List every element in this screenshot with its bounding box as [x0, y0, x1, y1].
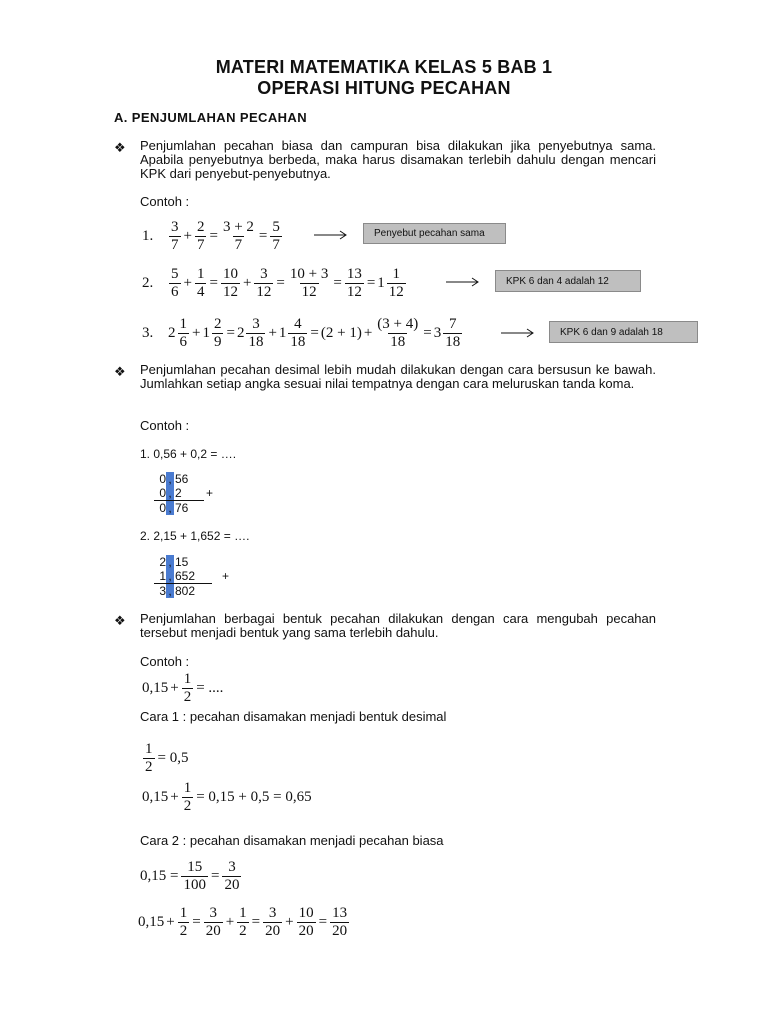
fraction: $\frac{7}{18}$: [445, 315, 461, 350]
example-3-equation: 3. 2 $\frac{1}{6}$ + 1 $\frac{2}{9}$ = 2 $\frac{3}{18}$ + 1 $\frac{4}{18}$ = (2 + 1) + $\frac{(3 + 4)}{18}$ = 3 $\frac{7}{18}$: [142, 315, 461, 350]
stack-row: 0 , 2 +: [159, 486, 214, 500]
column-addition-1: [154, 472, 213, 514]
note-lcm-6-9: KPK 6 dan 9 adalah 18: [549, 321, 698, 343]
cara2-label: Cara 2 : pecahan disamakan menjadi pecahan biasa: [140, 833, 444, 848]
plus-sign: +: [206, 486, 214, 500]
fraction: $\frac{1}{2}$: [183, 670, 192, 705]
fraction: $\frac{1}{2}$: [179, 904, 188, 939]
fraction: $\frac{2}{9}$: [213, 315, 222, 350]
plus-sign: +: [222, 569, 230, 583]
page-title: MATERI MATEMATIKA KELAS 5 BAB 1: [215, 57, 553, 77]
fraction: $\frac{3}{18}$: [248, 315, 264, 350]
fraction: $\frac{1}{12}$: [388, 265, 404, 300]
example-number: 2.: [142, 274, 154, 291]
note-lcm-6-4: KPK 6 dan 4 adalah 12: [495, 270, 641, 292]
stack-row-result: 0 , 76: [154, 500, 204, 514]
fraction: $\frac{(3 + 4)}{18}$: [377, 315, 419, 350]
fraction: $\frac{3}{20}$: [265, 904, 281, 939]
fraction: $\frac{3}{20}$: [205, 904, 221, 939]
fraction: $\frac{5}{6}$: [171, 265, 179, 300]
fraction: $\frac{1}{2}$: [145, 740, 153, 775]
fraction: $\frac{3}{20}$: [224, 858, 240, 893]
stack-row: 0 , 56: [159, 472, 189, 486]
fraction: $\frac{3}{7}$: [171, 218, 179, 253]
fraction: $\frac{5}{7}$: [272, 218, 280, 253]
fraction: $\frac{4}{18}$: [290, 315, 306, 350]
arrow-right-icon: [446, 276, 480, 288]
cara1-label: Cara 1 : pecahan disamakan menjadi bentuk desimal: [140, 709, 447, 724]
fraction: $\frac{10}{12}$: [222, 265, 238, 300]
stack-row: 2 , 15: [159, 555, 189, 569]
contoh-label: Contoh :: [140, 654, 190, 669]
fraction: $\frac{2}{7}$: [196, 218, 205, 253]
fraction: $\frac{1}{6}$: [179, 315, 187, 350]
example-number: 3.: [142, 324, 154, 341]
bullet3-paragraph: Penjumlahan berbagai bentuk pecahan dilakukan dengan cara mengubah pecahan tersebut menjadi bentuk yang sama terlebih dahulu.: [140, 611, 656, 640]
page-subtitle: OPERASI HITUNG PECAHAN: [257, 78, 511, 98]
cara1-equation-2: 0,15 + $\frac{1}{2}$ = 0,15 + 0,5 = 0,65: [142, 779, 312, 814]
fraction: $\frac{3}{12}$: [256, 265, 272, 300]
bullet2-paragraph: Penjumlahan pecahan desimal lebih mudah dilakukan dengan cara bersusun ke bawah. Jumlahkan setiap angka sesuai nilai tempatnya dengan cara meluruskan tanda koma.: [140, 362, 656, 391]
fraction: $\frac{13}{20}$: [332, 904, 348, 939]
decimal-example-2-label: 2. 2,15 + 1,652 = ….: [140, 529, 250, 543]
fraction: $\frac{1}{4}$: [196, 265, 205, 300]
decimal-example-1-label: 1. 0,56 + 0,2 = ….: [140, 447, 237, 461]
note-same-denominator: Penyebut pecahan sama: [363, 223, 506, 244]
fraction: $\frac{3 + 2}{7}$: [222, 218, 254, 253]
cara1-equation-1: $\frac{1}{2}$ = 0,5: [145, 740, 189, 775]
fraction: $\frac{10 + 3}{12}$: [289, 265, 329, 300]
arrow-right-icon: [314, 229, 348, 241]
cara2-equation-2: 0,15 + $\frac{1}{2}$ = $\frac{3}{20}$ + $\frac{1}{2}$ = $\frac{3}{20}$ + $\frac{10}{20}$ = $\frac{13}{20}$: [138, 904, 348, 939]
mixed-problem-equation: 0,15 + $\frac{1}{2}$ = ....: [142, 670, 224, 705]
example-number: 1.: [142, 227, 154, 244]
contoh-label: Contoh :: [140, 418, 190, 433]
stack-row: 1 , 652 +: [159, 569, 230, 583]
fraction: $\frac{13}{12}$: [346, 265, 362, 300]
bullet-icon: ❖: [114, 613, 126, 628]
column-addition-2: [154, 555, 229, 597]
cara2-equation-1: 0,15 = $\frac{15}{100}$ = $\frac{3}{20}$: [140, 858, 240, 893]
fraction: $\frac{15}{100}$: [183, 858, 206, 893]
fraction: $\frac{1}{2}$: [183, 779, 192, 814]
fraction: $\frac{1}{2}$: [239, 904, 247, 939]
section-heading: A. PENJUMLAHAN PECAHAN: [114, 110, 307, 125]
example-2-equation: 2. $\frac{5}{6}$ + $\frac{1}{4}$ = $\frac{10}{12}$ + $\frac{3}{12}$ = $\frac{10 + 3}{12}$ = $\frac{13}{12}$ = 1 $\frac{1}{12}$: [142, 265, 404, 300]
bullet-icon: ❖: [114, 140, 126, 155]
stack-row-result: 3 , 802: [154, 583, 212, 597]
bullet-icon: ❖: [114, 364, 126, 379]
fraction: $\frac{10}{20}$: [298, 904, 314, 939]
contoh-label: Contoh :: [140, 194, 190, 209]
bullet1-paragraph: Penjumlahan pecahan biasa dan campuran bisa dilakukan jika penyebutnya sama. Apabila penyebutnya berbeda, maka harus disamakan terlebih dahulu dengan mencari KPK dari penyebut-penyebutnya.: [140, 138, 656, 181]
example-1-equation: 1. $\frac{3}{7}$ + $\frac{2}{7}$ = $\frac{3 + 2}{7}$ = $\frac{5}{7}$: [142, 218, 280, 253]
arrow-right-icon: [501, 327, 535, 339]
